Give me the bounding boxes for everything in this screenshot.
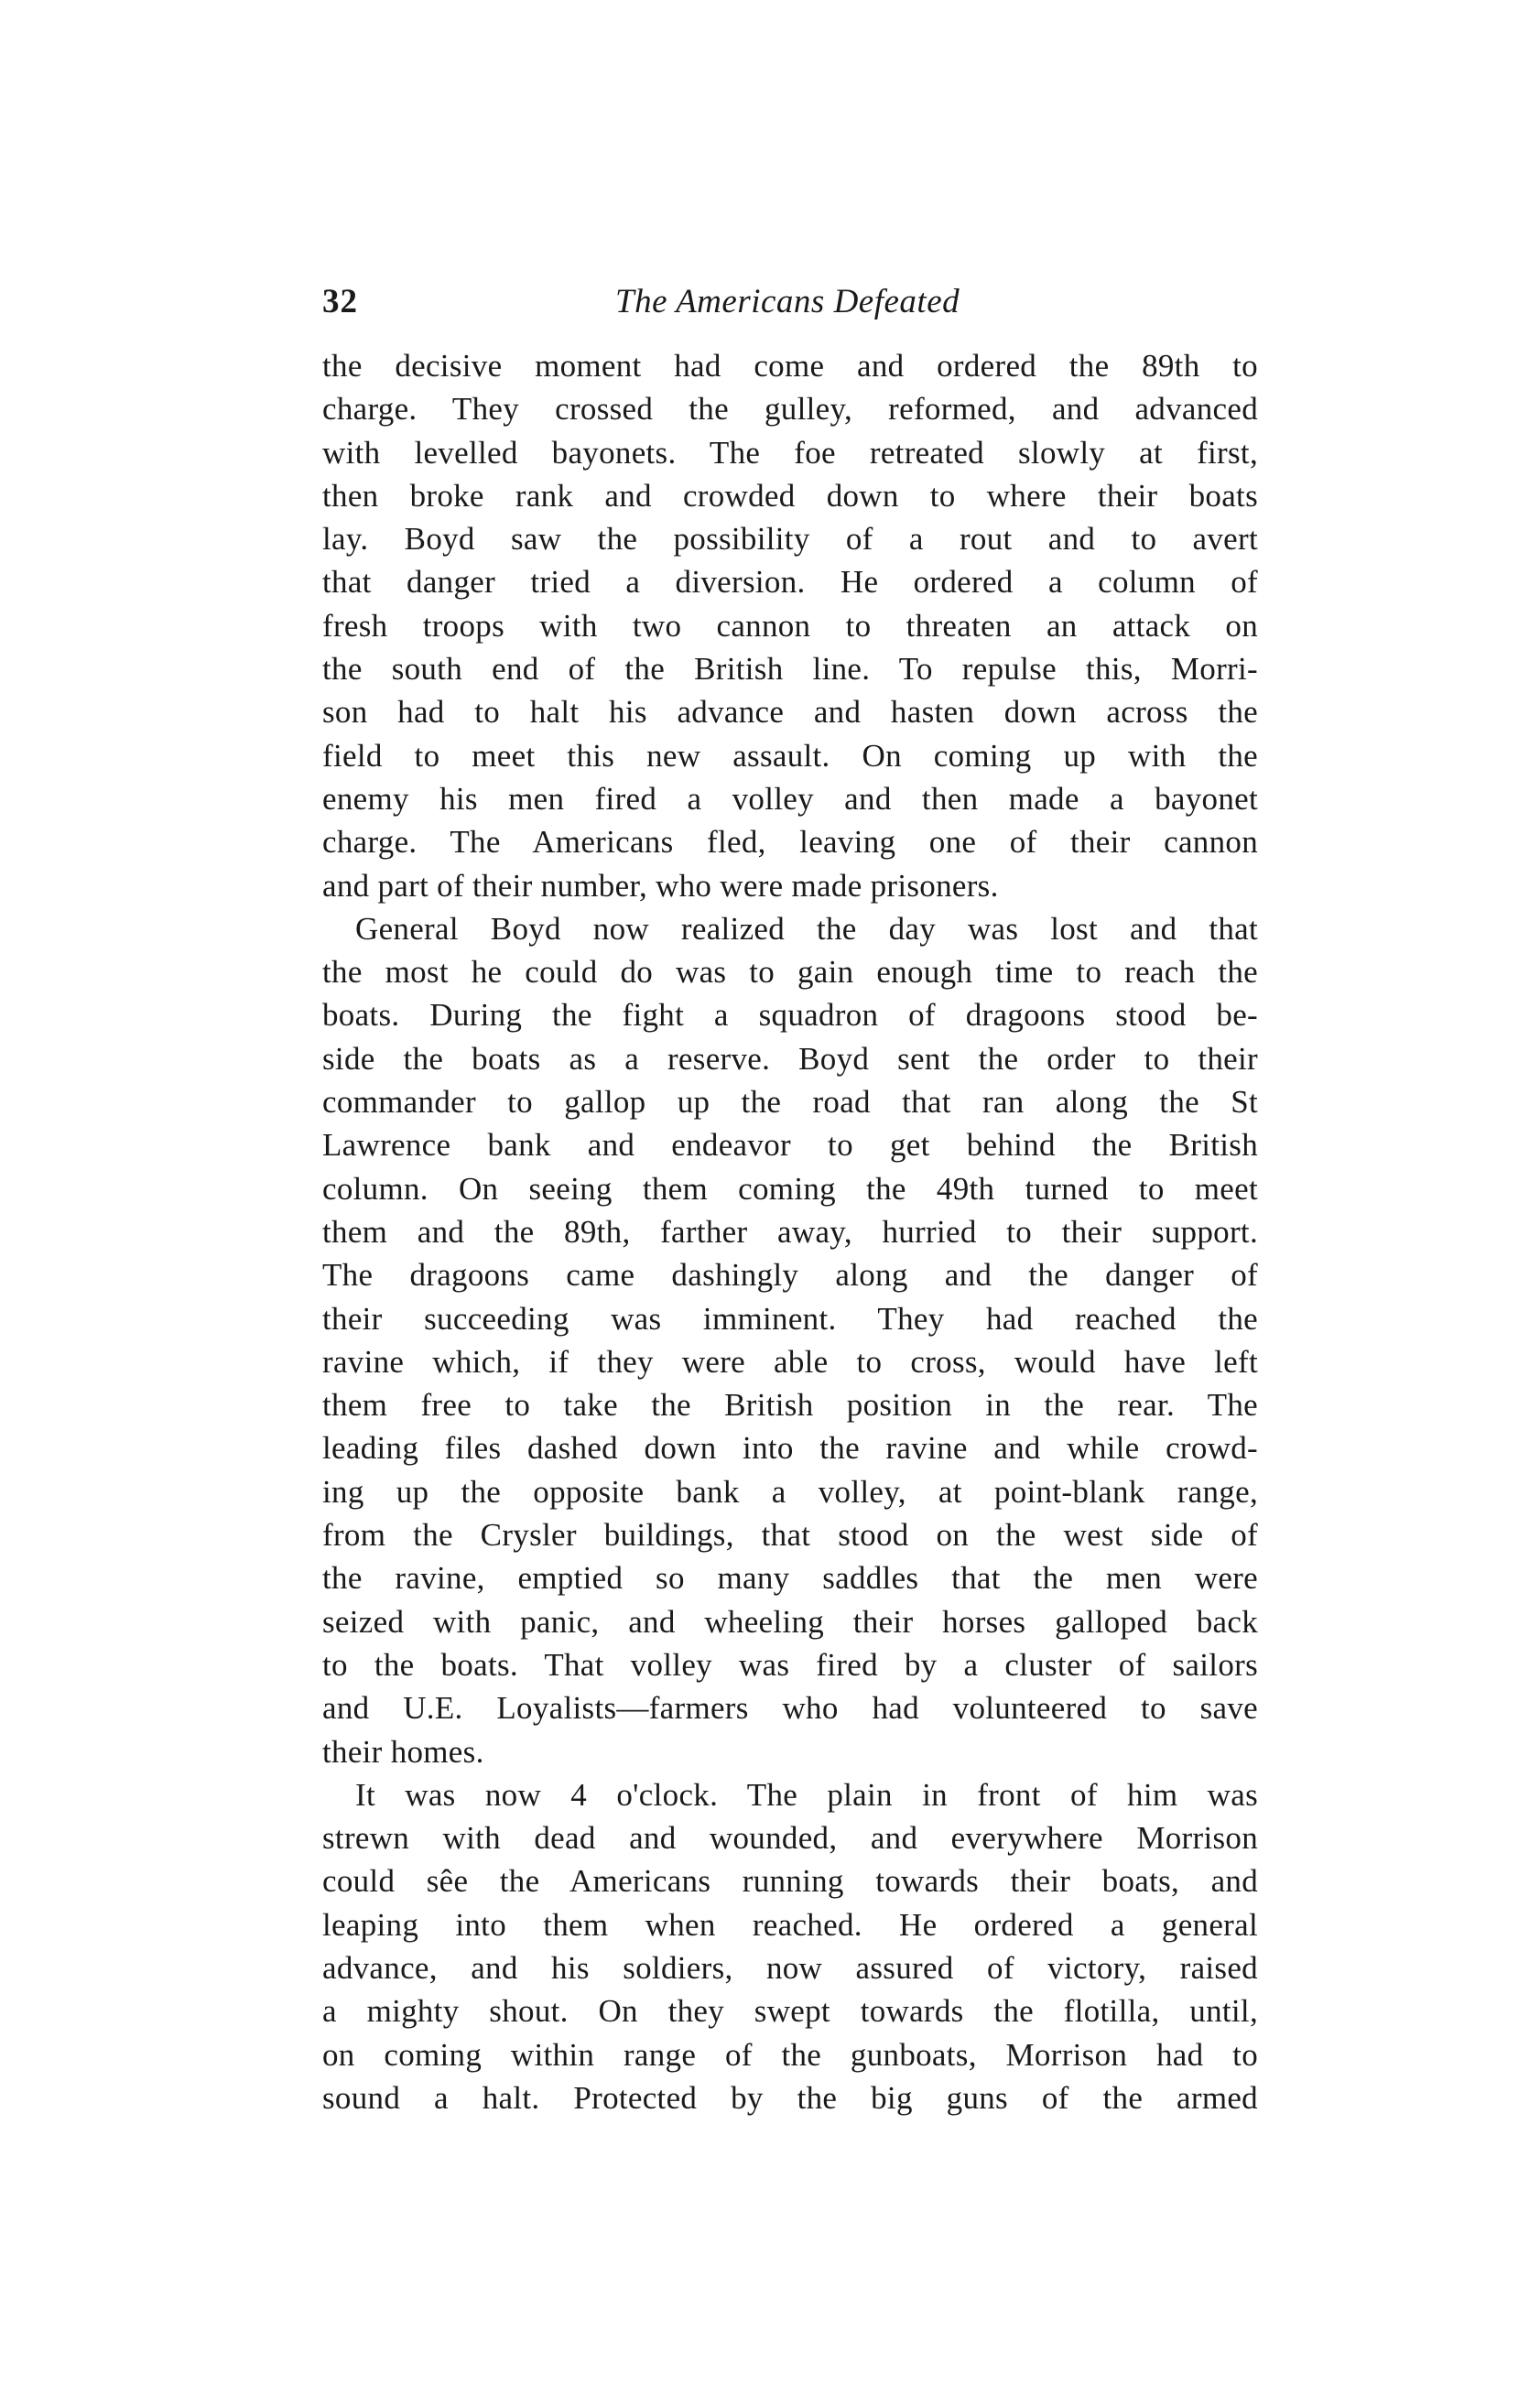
text-line: advance, and his soldiers, now assured of victory, raised xyxy=(322,1949,1258,1986)
page-number: 32 xyxy=(322,283,358,320)
text-line: Lawrence bank and endeavor to get behind the British xyxy=(322,1127,1258,1164)
text-line: fresh troops with two cannon to threaten an attack on xyxy=(322,607,1258,644)
text-line: column. On seeing them coming the 49th turned to meet xyxy=(322,1170,1258,1207)
text-line: the most he could do was to gain enough time to reach the xyxy=(322,954,1258,991)
text-line: the decisive moment had come and ordered the 89th to xyxy=(322,348,1258,384)
text-line: and part of their number, who were made prisoners. xyxy=(322,867,999,904)
text-line: sound a halt. Protected by the big guns of the armed xyxy=(322,2079,1258,2116)
paragraph-1 xyxy=(322,344,1258,907)
text-line: field to meet this new assault. On coming up with the xyxy=(322,737,1258,774)
running-title: The Americans Defeated xyxy=(615,283,960,320)
text-line: that danger tried a diversion. He ordered a column of xyxy=(322,564,1258,601)
text-line: commander to gallop up the road that ran along the St xyxy=(322,1084,1258,1121)
text-line: with levelled bayonets. The foe retreated slowly at first, xyxy=(322,434,1258,471)
text-line: It was now 4 o'clock. The plain in front of him was xyxy=(355,1776,1258,1813)
text-line: leading files dashed down into the ravine and while crowd- xyxy=(322,1430,1258,1467)
text-line: The dragoons came dashingly along and the danger of xyxy=(322,1257,1258,1294)
text-line: lay. Boyd saw the possibility of a rout and to avert xyxy=(322,521,1258,558)
paragraph-2 xyxy=(322,907,1258,1773)
text-line: from the Crysler buildings, that stood on the west side of xyxy=(322,1517,1258,1554)
text-line: boats. During the fight a squadron of dragoons stood be- xyxy=(322,997,1258,1034)
text-line: seized with panic, and wheeling their horses galloped back xyxy=(322,1603,1258,1640)
text-line: could sêe the Americans running towards their boats, and xyxy=(322,1863,1258,1900)
text-line: to the boats. That volley was fired by a cluster of sailors xyxy=(322,1646,1258,1683)
text-line: and U.E. Loyalists—farmers who had volunteered to save xyxy=(322,1690,1258,1727)
text-line: leaping into them when reached. He ordered a general xyxy=(322,1906,1258,1943)
text-line: side the boats as a reserve. Boyd sent the order to their xyxy=(322,1040,1258,1077)
text-line: them and the 89th, farther away, hurried to their support. xyxy=(322,1213,1258,1250)
text-line: son had to halt his advance and hasten down across the xyxy=(322,694,1258,731)
text-line: charge. They crossed the gulley, reformed, and advanced xyxy=(322,391,1258,428)
text-line: ing up the opposite bank a volley, at point-blank range, xyxy=(322,1473,1258,1510)
text-line: the south end of the British line. To repulse this, Morri- xyxy=(322,651,1258,688)
text-line: ravine which, if they were able to cross, would have left xyxy=(322,1343,1258,1380)
text-line: a mighty shout. On they swept towards the flotilla, until, xyxy=(322,1993,1258,2030)
text-line: then broke rank and crowded down to where their boats xyxy=(322,477,1258,514)
text-line: charge. The Americans fled, leaving one of their cannon xyxy=(322,824,1258,861)
text-line: General Boyd now realized the day was lost and that xyxy=(355,910,1258,947)
text-line: enemy his men fired a volley and then made a bayonet xyxy=(322,780,1258,817)
text-line: strewn with dead and wounded, and everywhere Morrison xyxy=(322,1820,1258,1857)
text-line: on coming within range of the gunboats, Morrison had to xyxy=(322,2036,1258,2073)
text-line: them free to take the British position in the rear. The xyxy=(322,1387,1258,1424)
body-text xyxy=(322,344,1258,2119)
text-line: their homes. xyxy=(322,1733,484,1770)
paragraph-3 xyxy=(322,1773,1258,2119)
text-line: their succeeding was imminent. They had reached the xyxy=(322,1300,1258,1337)
running-head xyxy=(322,282,1256,328)
text-line: the ravine, emptied so many saddles that the men were xyxy=(322,1560,1258,1597)
